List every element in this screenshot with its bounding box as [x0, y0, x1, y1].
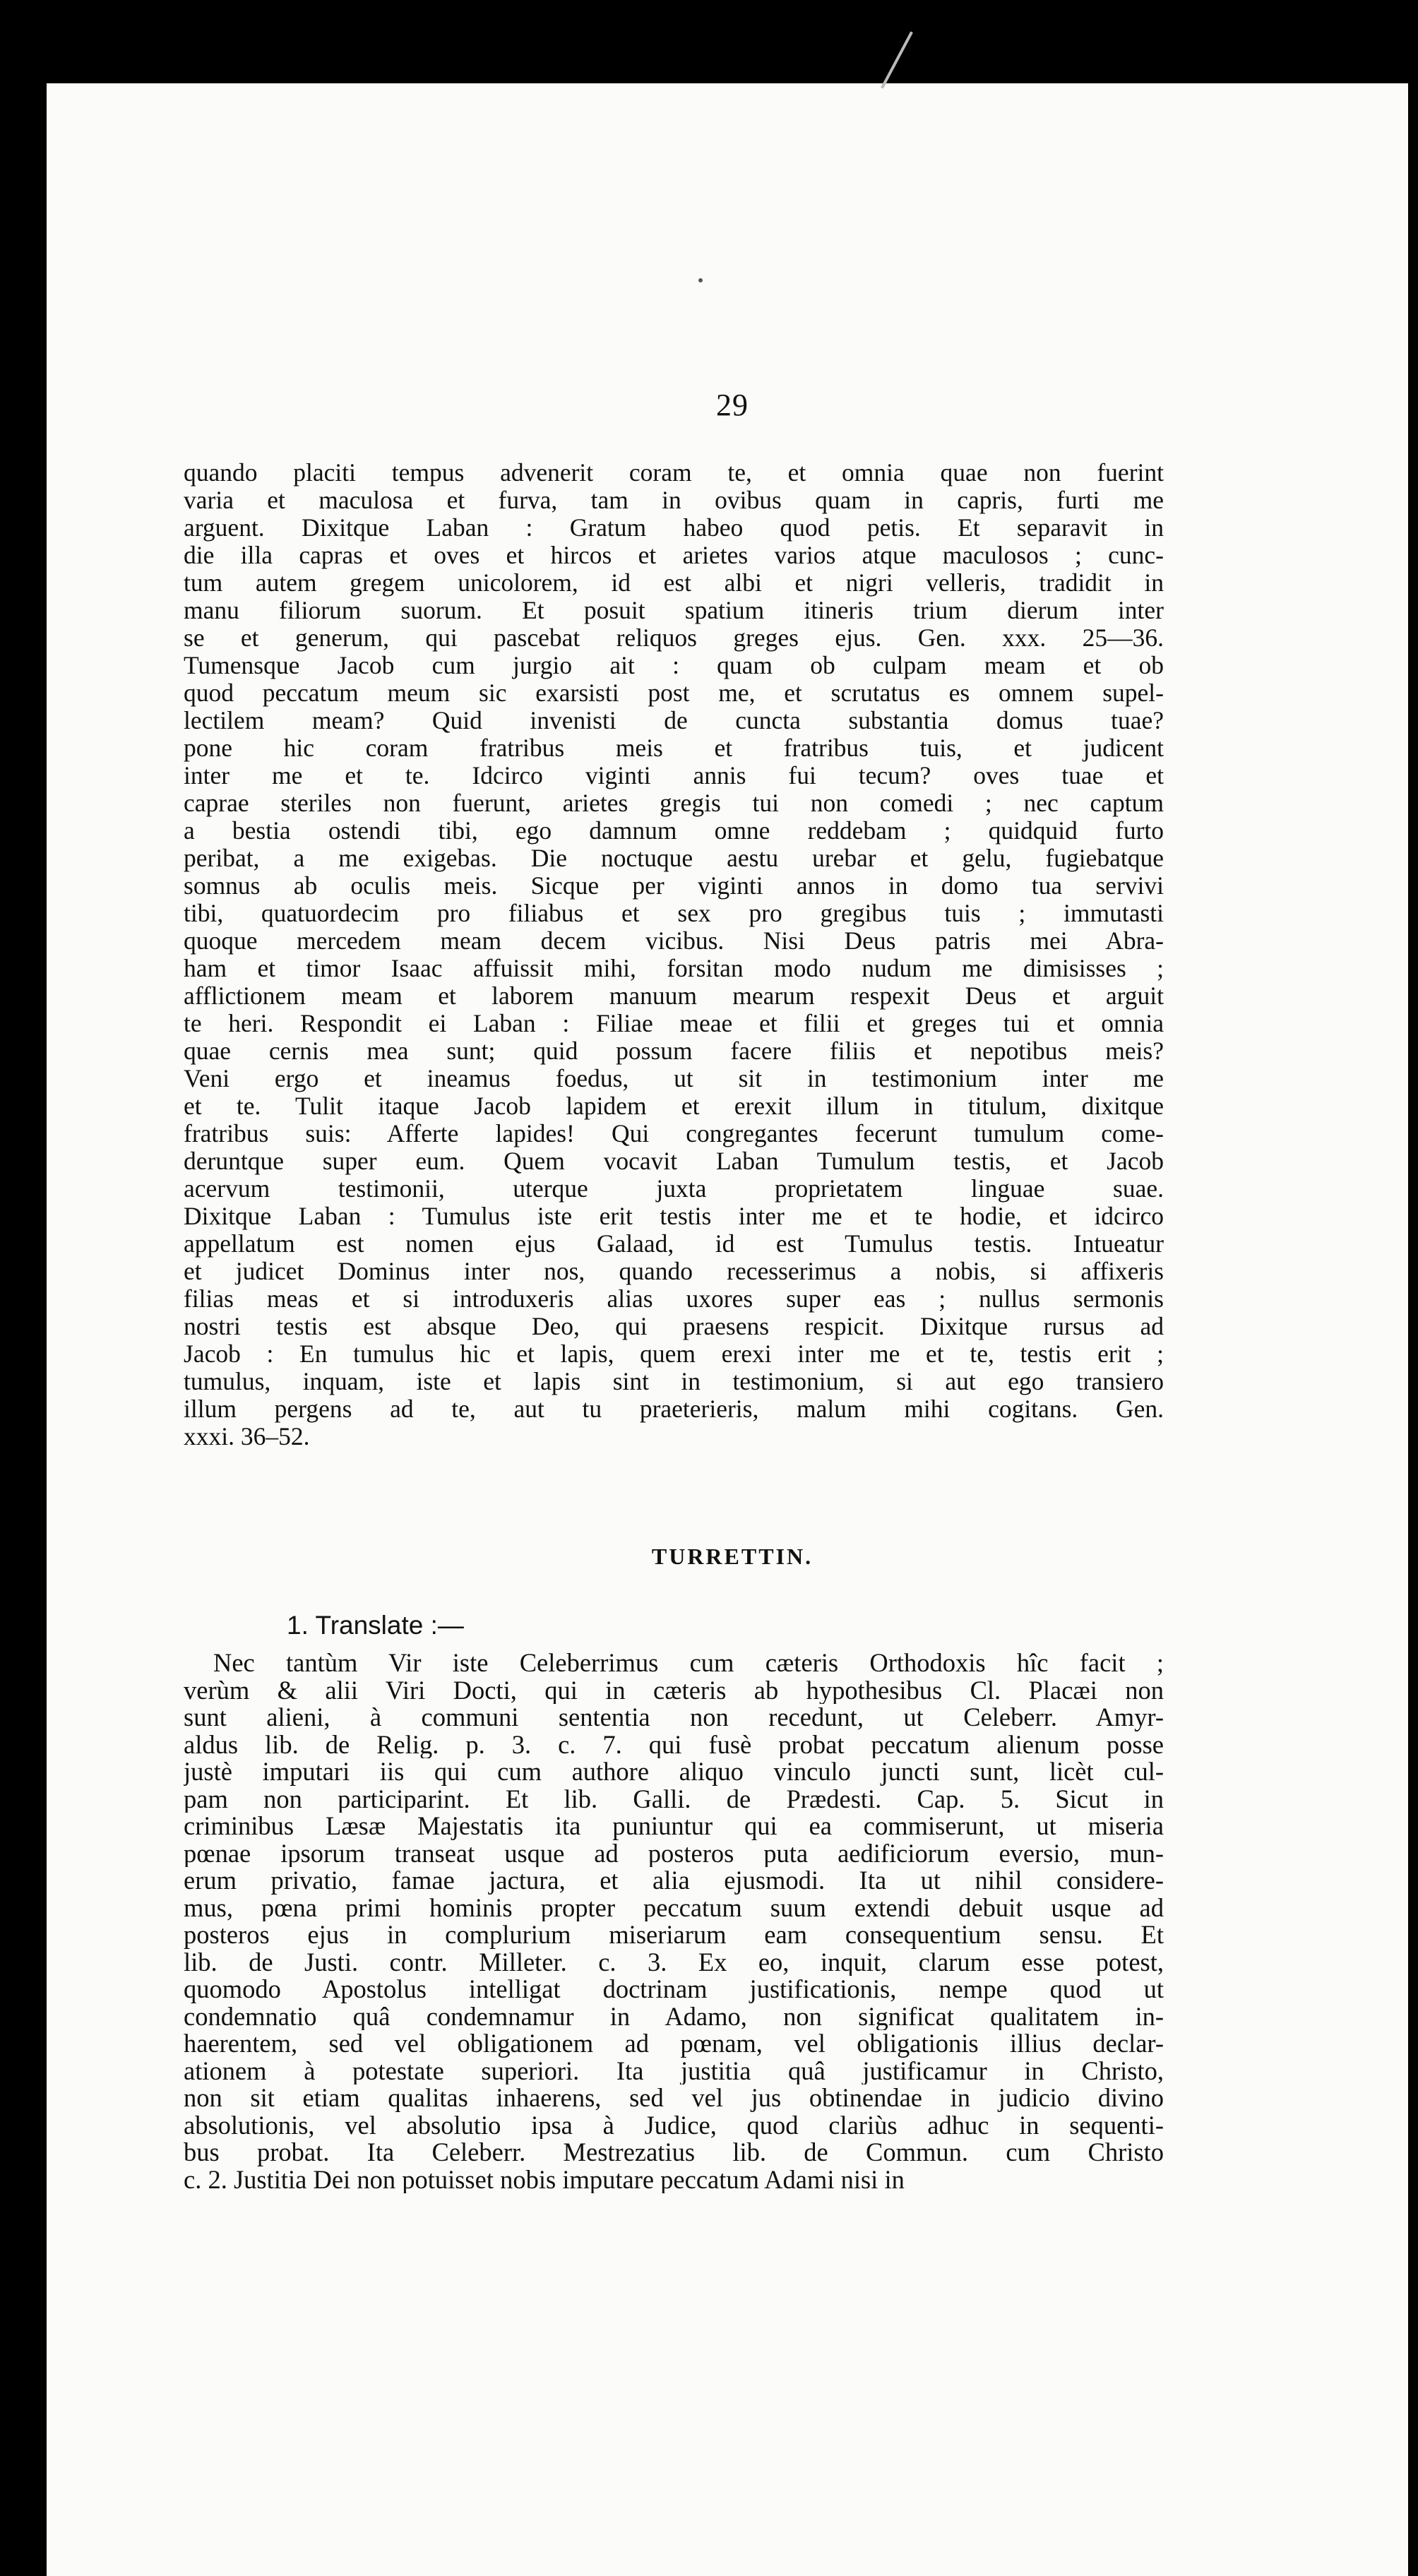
text-line: deruntque super eum. Quem vocavit Laban Tumulum testis, et Jacob [184, 1147, 1164, 1175]
text-line: appellatum est nomen ejus Galaad, id est Tumulus testis. Intueatur [184, 1230, 1164, 1258]
section-title: TURRETTIN. [651, 1544, 814, 1569]
text-line: criminibus Læsæ Majestatis ita puniuntur qui ea commiserunt, ut miseria [184, 1813, 1164, 1840]
text-line: tumulus, inquam, iste et lapis sint in testimonium, si aut ego transiero [184, 1368, 1164, 1395]
text-line: quod peccatum meum sic exarsisti post me, et scrutatus es omnem supel- [184, 679, 1164, 707]
text-line: et te. Tulit itaque Jacob lapidem et erexit illum in titulum, dixitque [184, 1092, 1164, 1120]
text-line: caprae steriles non fuerunt, arietes gregis tui non comedi ; nec captum [184, 789, 1164, 817]
exercise-heading: 1. Translate :— [287, 1611, 464, 1640]
text-line: quoque mercedem meam decem vicibus. Nisi Deus patris mei Abra- [184, 927, 1164, 955]
text-line: a bestia ostendi tibi, ego damnum omne reddebam ; quidquid furto [184, 817, 1164, 845]
text-line: mus, pœna primi hominis propter peccatum suum extendi debuit usque ad [184, 1894, 1164, 1921]
speck-mark [698, 278, 703, 282]
text-line: somnus ab oculis meis. Sicque per viginti annos in domo tua servivi [184, 872, 1164, 900]
text-line: peribat, a me exigebas. Die noctuque aestu urebar et gelu, fugiebatque [184, 845, 1164, 872]
text-line: bus probat. Ita Celeberr. Mestrezatius lib. de Commun. cum Christo [184, 2139, 1164, 2166]
text-line: nostri testis est absque Deo, qui praesens respicit. Dixitque rursus ad [184, 1313, 1164, 1340]
page [47, 83, 1418, 2576]
text-line: acervum testimonii, uterque juxta proprietatem linguae suae. [184, 1175, 1164, 1203]
text-line: ationem à potestate superiori. Ita justitia quâ justificamur in Christo, [184, 2057, 1164, 2085]
text-line: pœnae ipsorum transeat usque ad posteros puta aedificiorum eversio, mun- [184, 1839, 1164, 1867]
text-line: haerentem, sed vel obligationem ad pœnam, vel obligationis illius declar- [184, 2030, 1164, 2058]
text-line: tibi, quatuordecim pro filiabus et sex pro gregibus tuis ; immutasti [184, 900, 1164, 927]
text-line: non sit etiam qualitas inhaerens, sed vel jus obtinendae in judicio divino [184, 2085, 1164, 2112]
text-line: se et generum, qui pascebat reliquos greges ejus. Gen. xxx. 25—36. [184, 624, 1164, 652]
text-line: ham et timor Isaac affuissit mihi, forsitan modo nudum me dimisisses ; [184, 955, 1164, 982]
text-line: varia et maculosa et furva, tam in ovibus quam in capris, furti me [184, 487, 1164, 514]
page-number: 29 [716, 388, 749, 422]
text-line: posteros ejus in complurium miseriarum eam consequentium sensu. Et [184, 1921, 1164, 1949]
text-line: Tumensque Jacob cum jurgio ait : quam ob culpam meam et ob [184, 652, 1164, 679]
text-line: quomodo Apostolus intelligat doctrinam justificationis, nempe quod ut [184, 1976, 1164, 2003]
text-line: manu filiorum suorum. Et posuit spatium itineris trium dierum inter [184, 597, 1164, 624]
text-line: erum privatio, famae jactura, et alia ejusmodi. Ita ut nihil considere- [184, 1867, 1164, 1895]
text-line: inter me et te. Idcirco viginti annis fui tecum? oves tuae et [184, 762, 1164, 789]
text-line: lib. de Justi. contr. Milleter. c. 3. Ex eo, inquit, clarum esse potest, [184, 1948, 1164, 1976]
text-line: te heri. Respondit ei Laban : Filiae meae et filii et greges tui et omnia [184, 1010, 1164, 1037]
text-line: et judicet Dominus inter nos, quando recesserimus a nobis, si affixeris [184, 1258, 1164, 1285]
text-line: aldus lib. de Relig. p. 3. c. 7. qui fusè probat peccatum alienum posse [184, 1731, 1164, 1758]
text-line: absolutionis, vel absolutio ipsa à Judice, quod clariùs adhuc in sequenti- [184, 2111, 1164, 2139]
latin-passage [184, 459, 1164, 1450]
text-line: xxxi. 36–52. [184, 1423, 310, 1450]
text-line: quando placiti tempus advenerit coram te, et omnia quae non fuerint [184, 459, 1164, 487]
text-line: Dixitque Laban : Tumulus iste erit testis inter me et te hodie, et idcirco [184, 1203, 1164, 1230]
text-line: lectilem meam? Quid invenisti de cuncta substantia domus tuae? [184, 707, 1164, 734]
text-line: fratribus suis: Afferte lapides! Qui congregantes fecerunt tumulum come- [184, 1120, 1164, 1147]
text-line: justè imputari iis qui cum authore aliquo vinculo juncti sunt, licèt cul- [184, 1758, 1164, 1786]
text-line: c. 2. Justitia Dei non potuisset nobis imputare peccatum Adami nisi in [184, 2166, 905, 2193]
text-line: Veni ergo et ineamus foedus, ut sit in testimonium inter me [184, 1065, 1164, 1092]
text-line: pam non participarint. Et lib. Galli. de Prædesti. Cap. 5. Sicut in [184, 1785, 1164, 1813]
text-line: Nec tantùm Vir iste Celeberrimus cum cæteris Orthodoxis hîc facit ; [213, 1650, 1164, 1677]
text-line: pone hic coram fratribus meis et fratribus tuis, et judicent [184, 734, 1164, 762]
text-line: quae cernis mea sunt; quid possum facere filiis et nepotibus meis? [184, 1037, 1164, 1065]
turrettin-passage [184, 1650, 1164, 2193]
fold-line [881, 31, 913, 88]
text-line: verùm & alii Viri Docti, qui in cæteris ab hypothesibus Cl. Placæi non [184, 1676, 1164, 1704]
text-line: sunt alieni, à communi sententia non recedunt, ut Celeberr. Amyr- [184, 1704, 1164, 1731]
text-line: filias meas et si introduxeris alias uxores super eas ; nullus sermonis [184, 1285, 1164, 1313]
text-line: afflictionem meam et laborem manuum mearum respexit Deus et arguit [184, 982, 1164, 1010]
text-line: illum pergens ad te, aut tu praeterieris, malum mihi cogitans. Gen. [184, 1395, 1164, 1423]
text-line: Jacob : En tumulus hic et lapis, quem erexi inter me et te, testis erit ; [184, 1340, 1164, 1368]
text-line: arguent. Dixitque Laban : Gratum habeo quod petis. Et separavit in [184, 514, 1164, 542]
page-edge-shadow [1408, 83, 1418, 2576]
text-line: die illa capras et oves et hircos et arietes varios atque maculosos ; cunc- [184, 542, 1164, 569]
text-line: condemnatio quâ condemnamur in Adamo, non significat qualitatem in- [184, 2003, 1164, 2030]
text-line: tum autem gregem unicolorem, id est albi et nigri velleris, tradidit in [184, 569, 1164, 597]
